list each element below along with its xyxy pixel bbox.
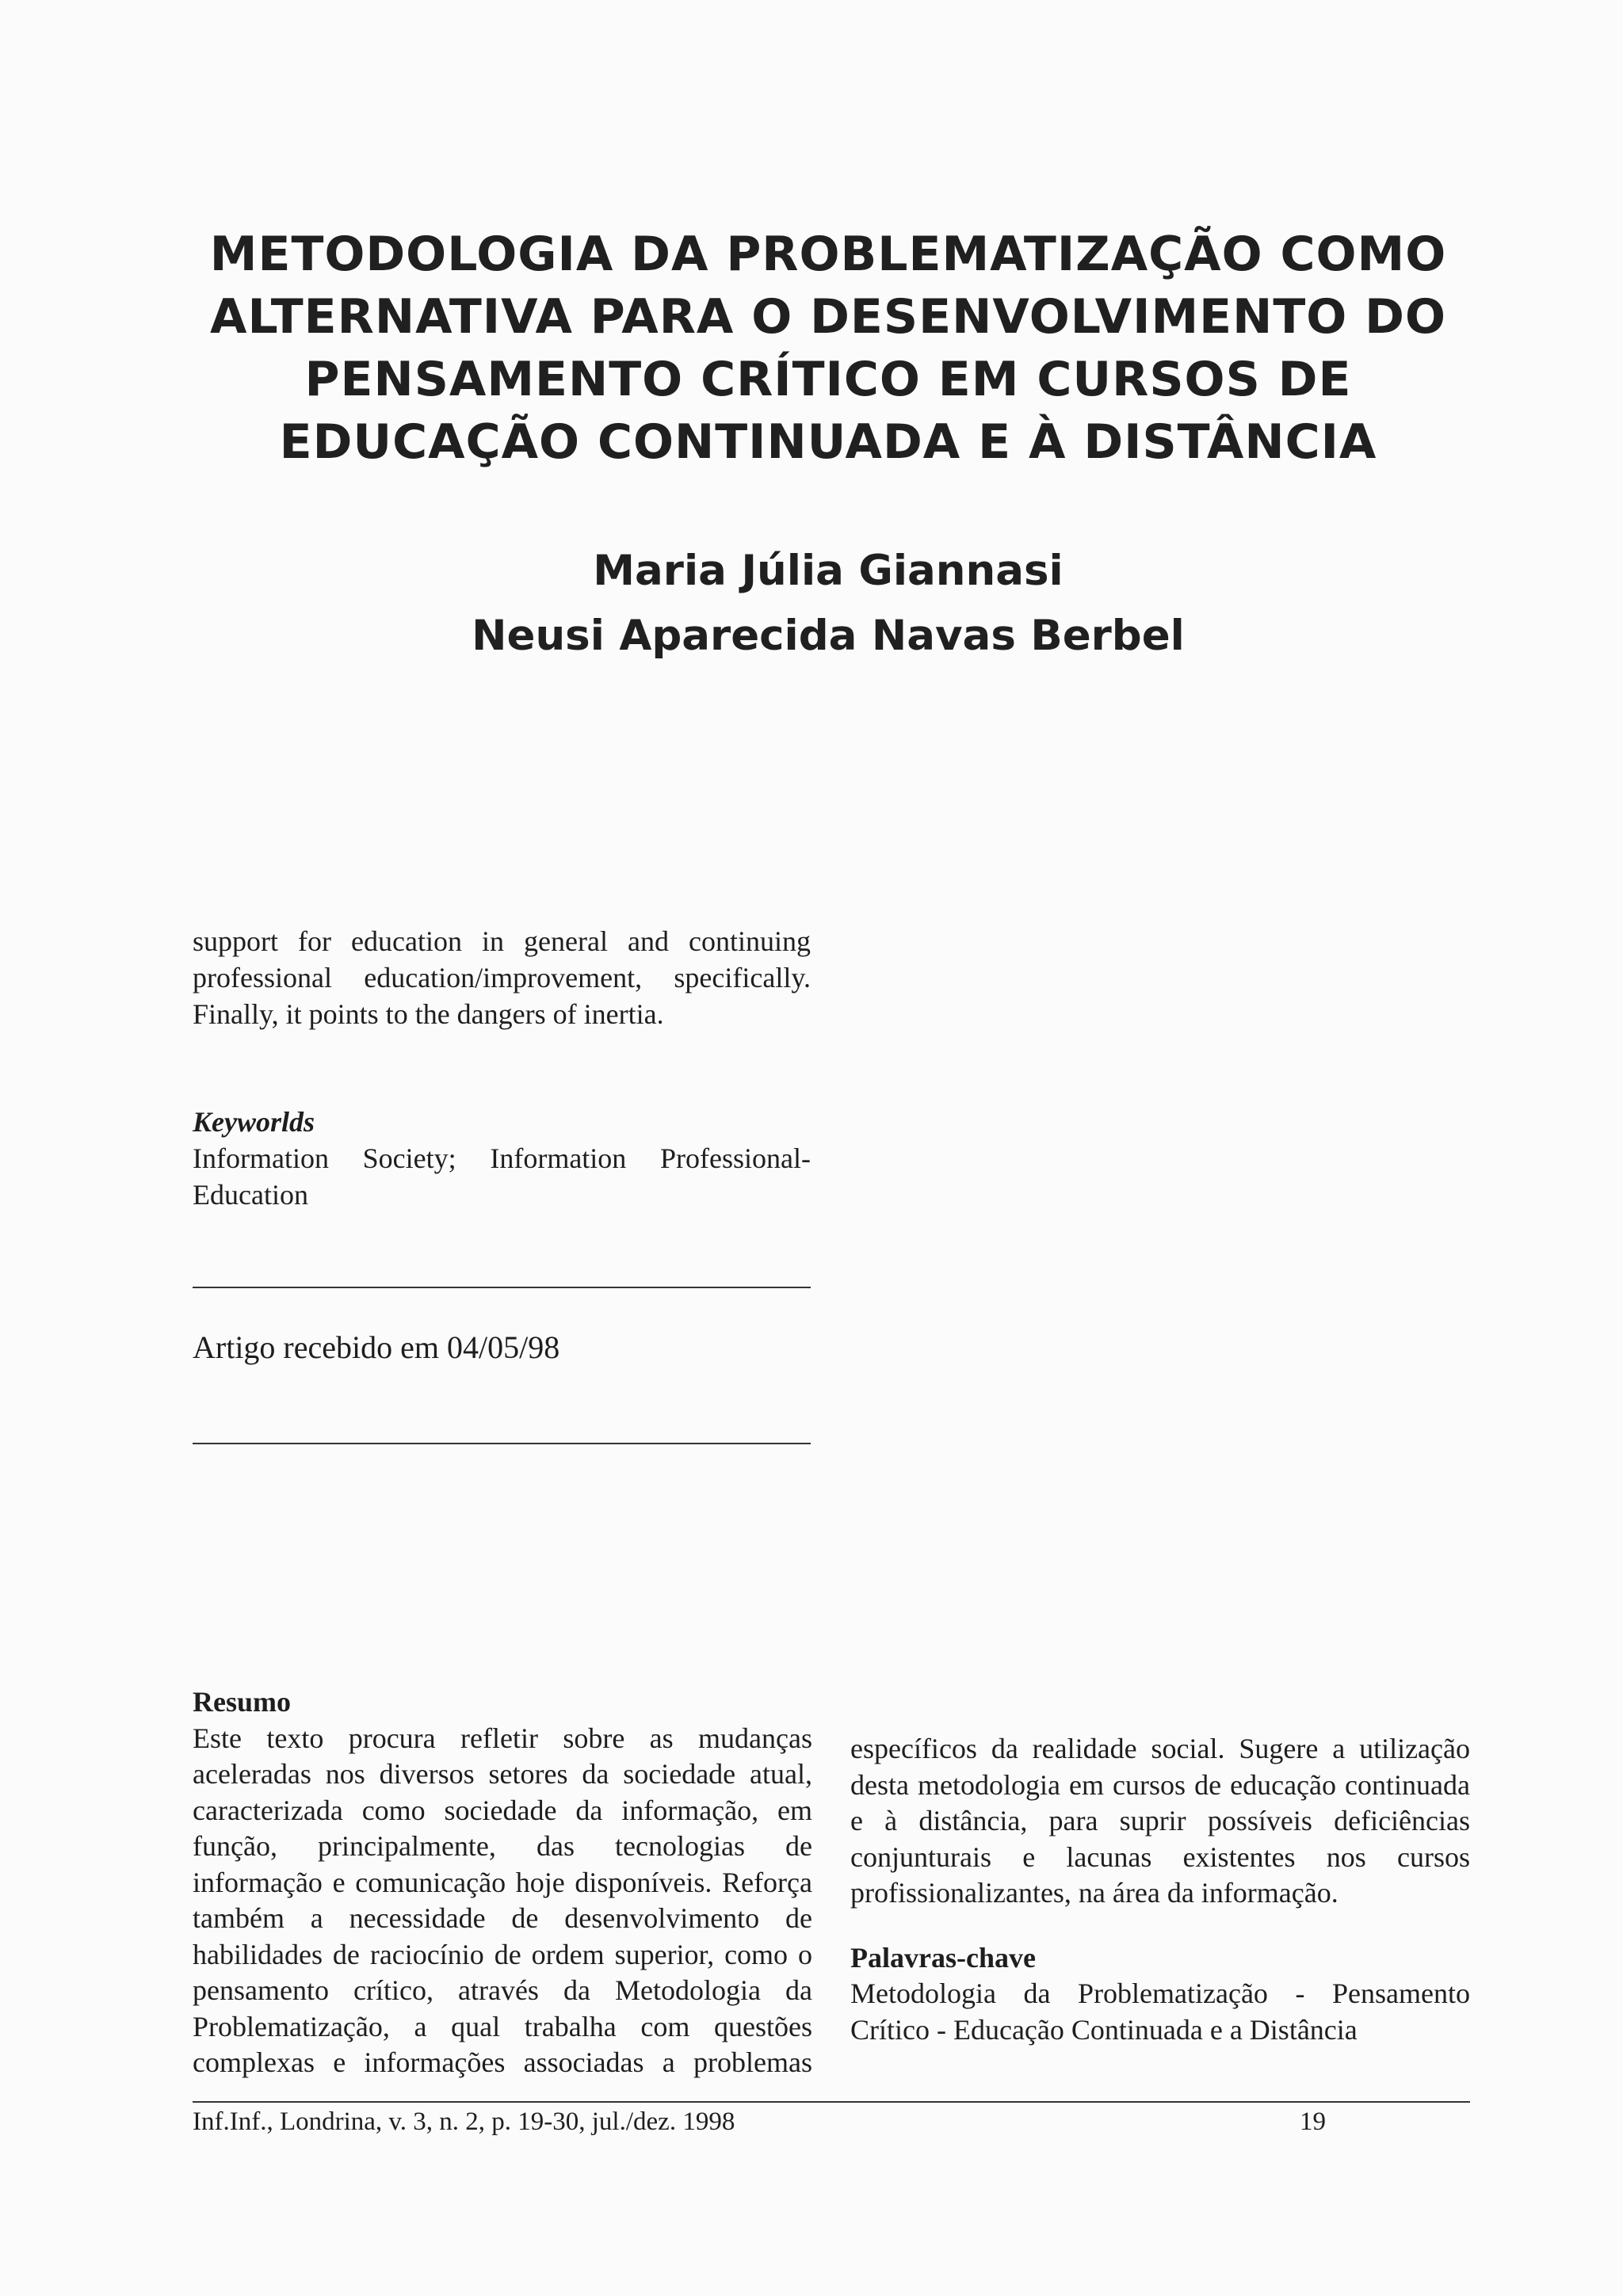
resumo-line: caracterizada como sociedade da informação, em: [193, 1794, 812, 1826]
resumo-line: habilidades de raciocínio de ordem superior, como o: [193, 1938, 812, 1970]
received-date: Artigo recebido em 04/05/98: [193, 1329, 560, 1365]
divider: [193, 1443, 811, 1444]
page-number: 19: [1300, 2107, 1326, 2136]
resumo-line: conjunturais e lacunas existentes nos cursos: [850, 1840, 1470, 1873]
author-name: Neusi Aparecida Navas Berbel: [472, 612, 1185, 660]
resumo-line: profissionalizantes, na área da informação.: [850, 1877, 1338, 1909]
resumo-column-right: [850, 1731, 1470, 2048]
resumo-line: Este texto procura refletir sobre as mudanças: [193, 1722, 812, 1754]
article-title: [158, 223, 1498, 474]
palavras-chave-line: Metodologia da Problematização - Pensamento: [850, 1978, 1470, 2009]
resumo-column-left: [193, 1684, 812, 2081]
palavras-chave-line: Crítico - Educação Continuada e a Distância: [850, 2013, 1358, 2046]
resumo-line: pensamento crítico, através da Metodologia da: [193, 1974, 812, 2006]
resumo-line: aceleradas nos diversos setores da sociedade atual,: [193, 1758, 812, 1790]
title-line: EDUCAÇÃO CONTINUADA E À DISTÂNCIA: [279, 414, 1377, 470]
divider: [193, 1287, 811, 1288]
resumo-line: desta metodologia em cursos de educação continuada: [850, 1768, 1470, 1801]
footer-divider: [193, 2101, 1470, 2103]
english-keywords: [193, 1104, 811, 1213]
resumo-line: informação e comunicação hoje disponíveis. Reforça: [193, 1866, 812, 1898]
abstract-line: professional education/improvement, specifically.: [193, 962, 811, 994]
keywords-text: Information Society; Information Professional-Education: [193, 1142, 811, 1211]
keywords-heading: Keyworlds: [193, 1106, 315, 1138]
authors: [158, 539, 1498, 669]
abstract-line: Finally, it points to the dangers of inertia.: [193, 998, 664, 1030]
resumo-line: específicos da realidade social. Sugere a utilização: [850, 1733, 1470, 1764]
title-line: PENSAMENTO CRÍTICO EM CURSOS DE: [304, 352, 1352, 407]
abstract-line: support for education in general and continuing: [193, 925, 811, 957]
resumo-heading: Resumo: [193, 1686, 291, 1718]
resumo-line: complexas e informações associadas a problemas: [193, 2046, 812, 2078]
palavras-chave: [850, 1940, 1470, 2049]
author-name: Maria Júlia Giannasi: [593, 547, 1064, 595]
resumo-line: e à distância, para suprir possíveis deficiências: [850, 1805, 1470, 1836]
title-line: METODOLOGIA DA PROBLEMATIZAÇÃO COMO: [209, 227, 1447, 282]
english-abstract-continuation: [193, 923, 811, 1032]
palavras-chave-heading: Palavras-chave: [850, 1941, 1036, 1974]
title-line: ALTERNATIVA PARA O DESENVOLVIMENTO DO: [210, 289, 1446, 345]
resumo-line: Problematização, a qual trabalha com questões: [193, 2010, 812, 2042]
resumo-line: função, principalmente, das tecnologias de: [193, 1830, 812, 1862]
resumo-line: também a necessidade de desenvolvimento de: [193, 1902, 812, 1934]
journal-citation: Inf.Inf., Londrina, v. 3, n. 2, p. 19-30, jul./dez. 1998: [193, 2107, 735, 2136]
